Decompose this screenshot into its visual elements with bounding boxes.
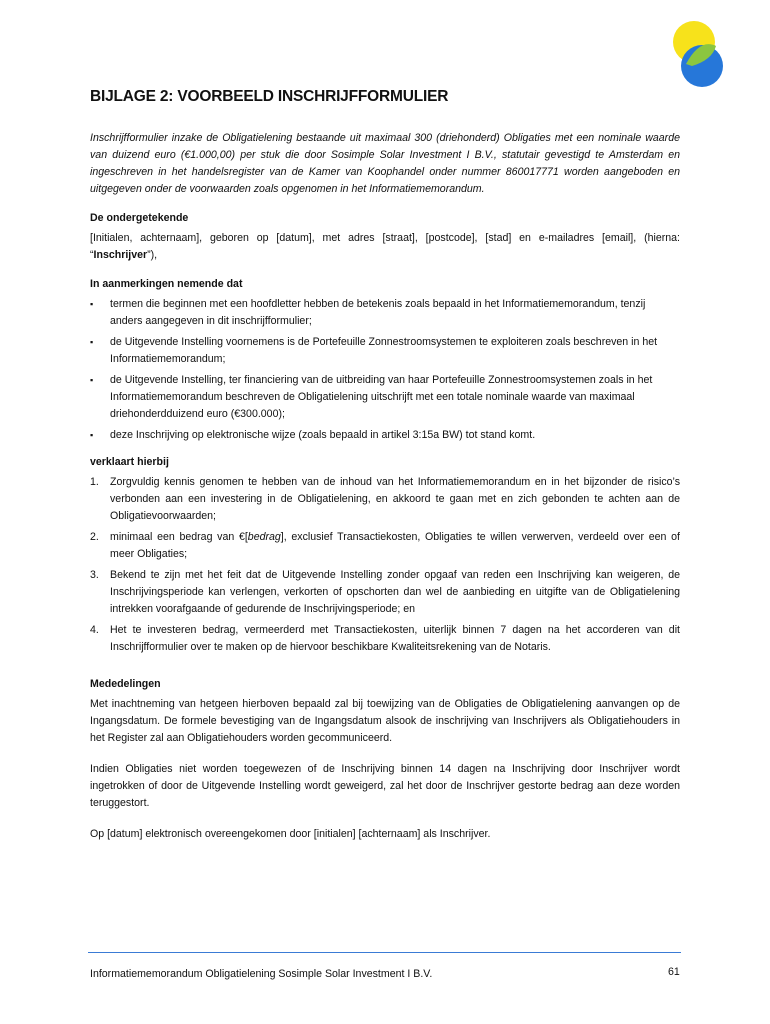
document-body [90, 88, 680, 857]
list-item: 2. minimaal een bedrag van €[bedrag], exclusief Transactiekosten, Obligaties te willen verwerven, verdeeld over een of meer Obligaties; [90, 531, 680, 560]
list-item: 3. Bekend te zijn met het feit dat de Uitgevende Instelling zonder opgaaf van reden een Inschrijving kan weigeren, de Inschrijvingsperiode kan verlengen, verkorten of opschorten dan wel de aanbieding en uitgifte van de Obligatielening intrekken voorafgaande of gedurende de Inschrijvingsperiode; en [90, 569, 680, 615]
page-number: 61 [668, 966, 680, 978]
list-item: ▪ termen die beginnen met een hoofdletter hebben de betekenis zoals bepaald in het Informatiememorandum, tenzij anders aangegeven in dit inschrijfformulier; [90, 296, 680, 330]
list-item: 4. Het te investeren bedrag, vermeerderd met Transactiekosten, uiterlijk binnen 7 dagen na het accorderen van dit Inschrijfformulier over te maken op de hiervoor beschikbare Kwaliteitsrekening van de Notaris. [90, 624, 680, 653]
declares-heading: verklaart hierbij [90, 456, 169, 468]
footer-divider [88, 952, 681, 953]
list-item: 1. Zorgvuldig kennis genomen te hebben van de inhoud van het Informatiememorandum en in het bijzonder de risico’s verbonden aan een investering in de Obligatielening, en akkoord te gaan met en zich gebonden te achten aan de Obligatievoorwaarden; [90, 476, 680, 522]
considering-list [90, 296, 680, 444]
page-title: BIJLAGE 2: VOORBEELD INSCHRIJFFORMULIER [90, 88, 449, 105]
signatory-heading: De ondergetekende [90, 212, 189, 224]
notices-paragraph: Met inachtneming van hetgeen hierboven bepaald zal bij toewijzing van de Obligaties de Obligatielening aanvangen op de Ingangsdatum. De formele bevestiging van de Ingangsdatum alsook de inschrijving van Inschrijvers als Obligatiehouders in het Register zal aan Obligatiehouders worden gecommuniceerd. [90, 698, 680, 744]
list-item: ▪ de Uitgevende Instelling, ter financiering van de uitbreiding van haar Portefeuille Zonnestroomsystemen zoals in het Informatiememorandum beschreven de Obligatielening uitschrijft met een totale nominale waarde van maximaal driehonderdduizend euro (€300.000); [90, 372, 680, 423]
considering-heading: In aanmerkingen nemende dat [90, 278, 243, 290]
footer-text: Informatiememorandum Obligatielening Sosimple Solar Investment I B.V. [90, 968, 433, 980]
sosimple-logo [672, 20, 726, 88]
declares-list [90, 474, 680, 656]
signatory-paragraph: [Initialen, achternaam], geboren op [datum], met adres [straat], [postcode], [stad] en e-mailadres [email], (hierna: “Inschrijver”), [90, 232, 680, 261]
notices-paragraph: Indien Obligaties niet worden toegewezen of de Inschrijving binnen 14 dagen na Inschrijving door Inschrijver wordt ingetrokken of door de Uitgevende Instelling wordt geweigerd, zal het door de Inschrijver gestorte bedrag aan deze worden teruggestort. [90, 763, 680, 809]
list-item: ▪ deze Inschrijving op elektronische wijze (zoals bepaald in artikel 3:15a BW) tot stand komt. [90, 427, 680, 444]
notices-heading: Mededelingen [90, 678, 161, 690]
intro-paragraph: Inschrijfformulier inzake de Obligatielening bestaande uit maximaal 300 (driehonderd) Obligaties met een nominale waarde van duizend euro (€1.000,00) per stuk die door Sosimple Solar Investment I B.V., statutair gevestigd te Amsterdam en ingeschreven in het handelsregister van de Kamer van Koophandel onder nummer 860017771 worden aangeboden en uitgegeven onder de voorwaarden zoals opgenomen in het Informatiememorandum. [90, 132, 680, 195]
list-item: ▪ de Uitgevende Instelling voornemens is de Portefeuille Zonnestroomsystemen te exploiteren zoals beschreven in het Informatiememorandum; [90, 334, 680, 368]
notices-paragraph: Op [datum] elektronisch overeengekomen door [initialen] [achternaam] als Inschrijver. [90, 828, 491, 840]
